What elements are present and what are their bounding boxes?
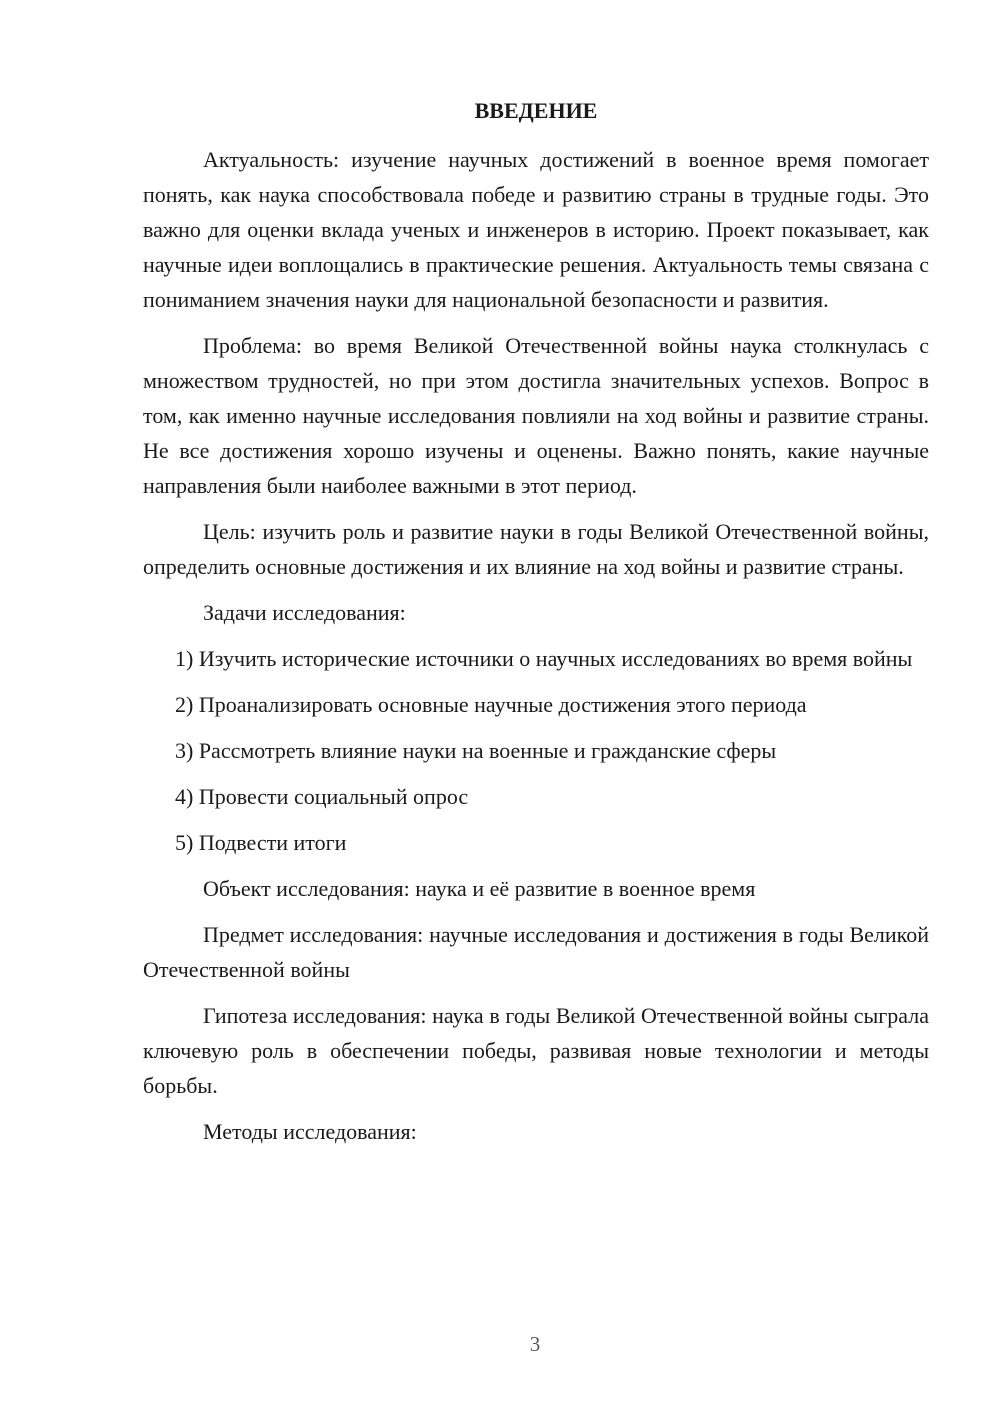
task-item-4: 4) Провести социальный опрос: [175, 784, 469, 809]
tasks-heading: Задачи исследования:: [203, 600, 406, 625]
section-title: ВВЕДЕНИЕ: [474, 98, 598, 123]
task-item-5: 5) Подвести итоги: [175, 830, 347, 855]
paragraph-relevance: Актуальность: изучение научных достижений в военное время помогает понять, как наука способствовала победе и развитию страны в трудные годы. Это важно для оценки вклада ученых и инженеров в историю. Проект показывает, как научные идеи воплощались в практические решения. Актуальность темы связана с пониманием значения науки для национальной безопасности и развития.: [143, 147, 929, 312]
research-hypothesis: Гипотеза исследования: наука в годы Великой Отечественной войны сыграла ключевую роль в обеспечении победы, развивая новые технологии и методы борьбы.: [143, 1003, 929, 1098]
page-number: 3: [529, 1332, 541, 1356]
research-object: Объект исследования: наука и её развитие в военное время: [203, 876, 756, 901]
task-item-3: 3) Рассмотреть влияние науки на военные и гражданские сферы: [175, 738, 777, 763]
methods-heading: Методы исследования:: [203, 1119, 417, 1144]
paragraph-goal: Цель: изучить роль и развитие науки в годы Великой Отечественной войны, определить основные достижения и их влияние на ход войны и развитие страны.: [143, 519, 929, 579]
document-page: [143, 94, 929, 1160]
research-subject: Предмет исследования: научные исследования и достижения в годы Великой Отечественной войны: [143, 922, 929, 982]
task-item-1: 1) Изучить исторические источники о научных исследованиях во время войны: [175, 646, 913, 671]
paragraph-problem: Проблема: во время Великой Отечественной войны наука столкнулась с множеством трудностей, но при этом достигла значительных успехов. Вопрос в том, как именно научные исследования повлияли на ход войны и развитие страны. Не все достижения хорошо изучены и оценены. Важно понять, какие научные направления были наиболее важными в этот период.: [143, 333, 929, 498]
task-item-2: 2) Проанализировать основные научные достижения этого периода: [175, 692, 807, 717]
